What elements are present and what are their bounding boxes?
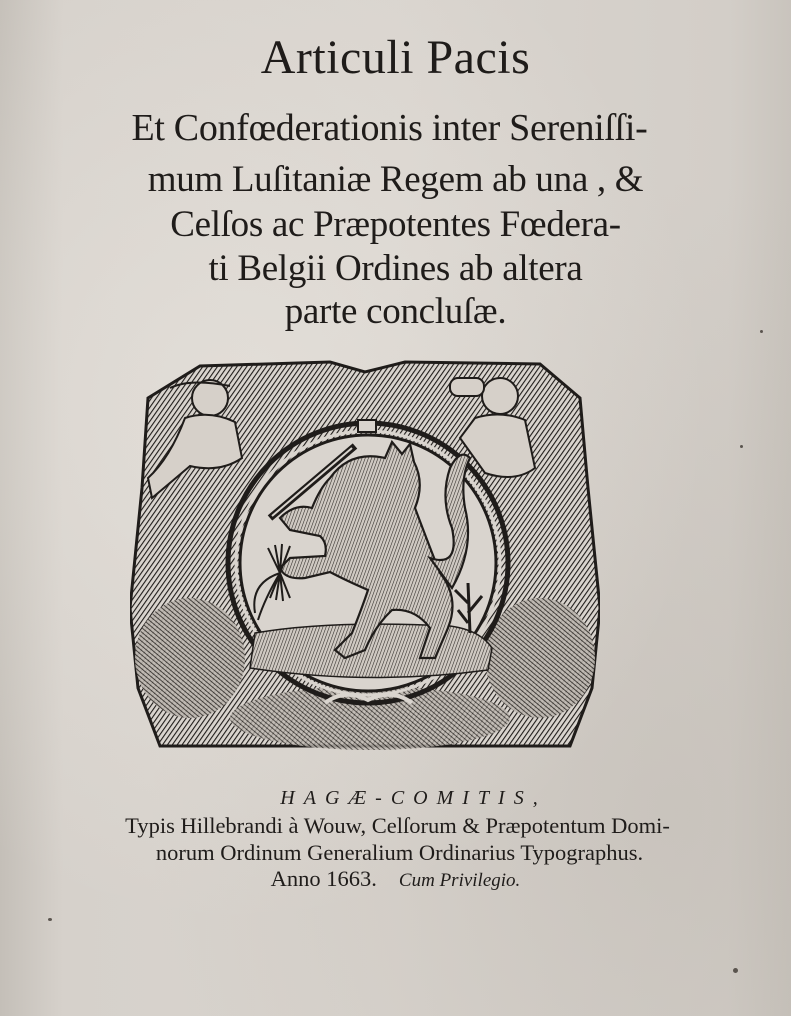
imprint-city: HAGÆ-COMITIS, — [280, 787, 547, 809]
subtitle-line-3: Celſos ac Præpotentes Fœdera- — [170, 204, 621, 245]
subtitle-line-4: ti Belgii Ordines ab altera — [208, 248, 583, 289]
paper-speck — [733, 968, 738, 973]
lion-emblem-icon — [130, 358, 600, 750]
imprint-year: Anno 1663. — [270, 866, 377, 891]
imprint-date-line — [0, 866, 791, 892]
imprint-privilege: Cum Privilegio. — [398, 870, 521, 891]
paper-speck — [760, 330, 763, 333]
imprint-printer-line-2: norum Ordinum Generalium Ordinarius Typographus. — [155, 840, 644, 865]
printers-device-woodcut — [130, 358, 600, 750]
subtitle-line-2: mum Luſitaniæ Regem ab una , & — [147, 159, 644, 200]
subtitle-line-1: Et Confœderationis inter Sereniſſi- — [131, 107, 648, 149]
page-title: Articuli Pacis — [260, 31, 531, 84]
imprint-printer-line-1: Typis Hillebrandi à Wouw, Celſorum & Præpotentum Domi- — [125, 813, 670, 838]
subtitle-line-5: parte concluſæ. — [284, 291, 507, 332]
paper-speck — [740, 445, 743, 448]
paper-speck — [48, 918, 52, 921]
